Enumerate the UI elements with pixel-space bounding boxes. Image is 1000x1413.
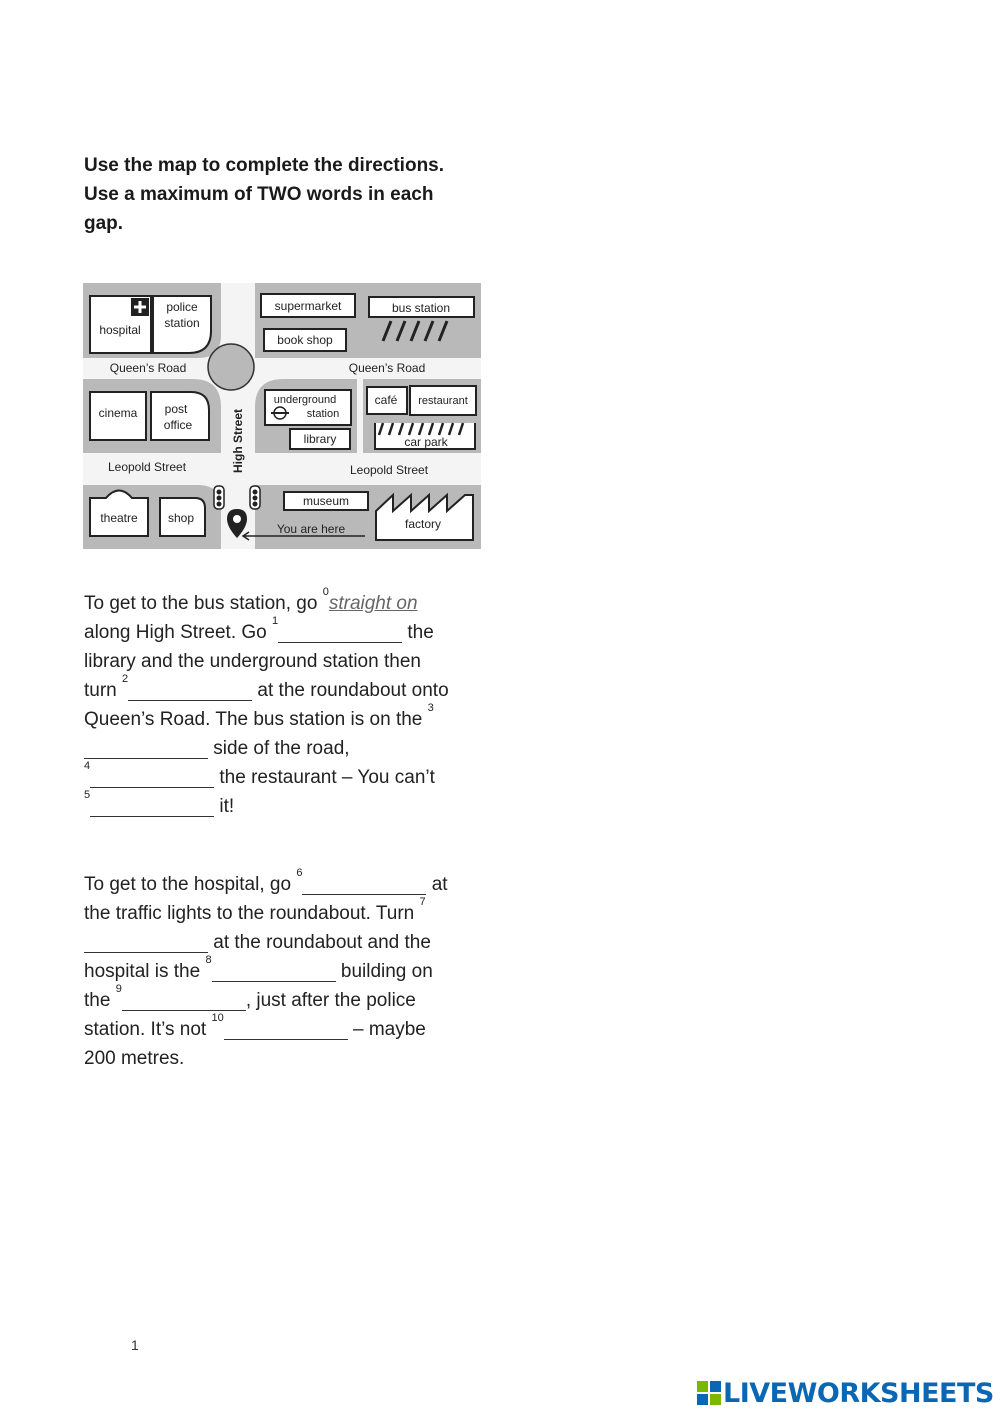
text-line: turn $^2$ at the roundabout onto [84,673,449,701]
gap-number: 10 [211,1012,224,1024]
gap-number: 1 [272,615,279,627]
town-map [83,283,481,549]
building-police-station: station [164,316,200,330]
gap-number: 4 [84,760,91,772]
building-cafe: café [374,393,398,407]
text-line: library and the underground station then [84,651,421,672]
building-restaurant: restaurant [418,395,468,407]
street-queens-road: Queen’s Road [348,361,426,375]
building-bus-station: bus station [391,301,451,315]
example-answer: straight on [328,593,418,614]
street-leopold-street: Leopold Street [349,463,429,477]
building-post-office: office [163,418,193,432]
liveworksheets-logo [697,1377,994,1409]
you-are-here-label: You are here [276,522,346,536]
instruction-line: gap. [84,213,124,234]
building-factory: factory [404,517,442,531]
street-leopold-street: Leopold Street [107,460,187,474]
building-theatre: theatre [100,511,138,525]
brand-name: LIVEWORKSHEETS [723,1377,994,1409]
text-line: side of the road, [84,734,484,763]
building-hospital: hospital [99,323,141,337]
building-underground-station: station [306,408,340,420]
gap-number: 8 [205,954,212,966]
text-line: hospital is the $^8$ building on [84,954,433,982]
instruction-line: Use the map to complete the directions. [84,155,445,176]
text-line: To get to the hospital, go $^6$ at [84,867,448,895]
text-line: the $^9$ , just after the police [84,983,416,1011]
text-line: the traffic lights to the roundabout. Turn $^7$ [84,896,426,924]
text-line: $^4$ the restaurant – You can’t [84,760,435,788]
building-museum: museum [302,494,350,508]
instruction-line: Use a maximum of TWO words in each [84,184,434,205]
building-post-office: post [164,402,188,416]
text-line: 200 metres. [84,1048,185,1069]
gap-number: 5 [84,789,91,801]
building-shop: shop [167,511,195,525]
text-line: station. It’s not $^{10}$ – maybe [84,1012,426,1040]
gap-number: 3 [427,702,434,714]
directions-paragraph-1 [84,586,484,821]
page-number: 1 [131,1337,139,1353]
gap-number: 9 [115,983,122,995]
liveworksheets-logo-icon [697,1381,721,1405]
gap-number: 0 [322,586,329,598]
text-line: at the roundabout and the [84,928,484,957]
text-line: Queen’s Road. The bus station is on the $^3$ [84,702,434,730]
gap-number: 2 [122,673,129,685]
text-line: $^5$ it! [84,789,235,817]
building-supermarket: supermarket [274,299,342,313]
directions-paragraph-2 [84,867,484,1073]
building-book-shop: book shop [277,333,333,347]
street-queens-road: Queen’s Road [109,361,187,375]
building-underground-station: underground [273,394,337,406]
instructions [84,151,484,238]
text-line: along High Street. Go $^1$ the [84,615,434,643]
building-cinema: cinema [98,406,138,420]
gap-number: 7 [419,896,426,908]
building-car-park: car park [404,435,448,449]
building-library: library [303,432,337,446]
building-police-station: police [166,300,198,314]
text-line: To get to the bus station, go $^0$straight on [84,586,418,614]
street-high-street: High Street [231,408,245,474]
gap-number: 6 [296,867,303,879]
